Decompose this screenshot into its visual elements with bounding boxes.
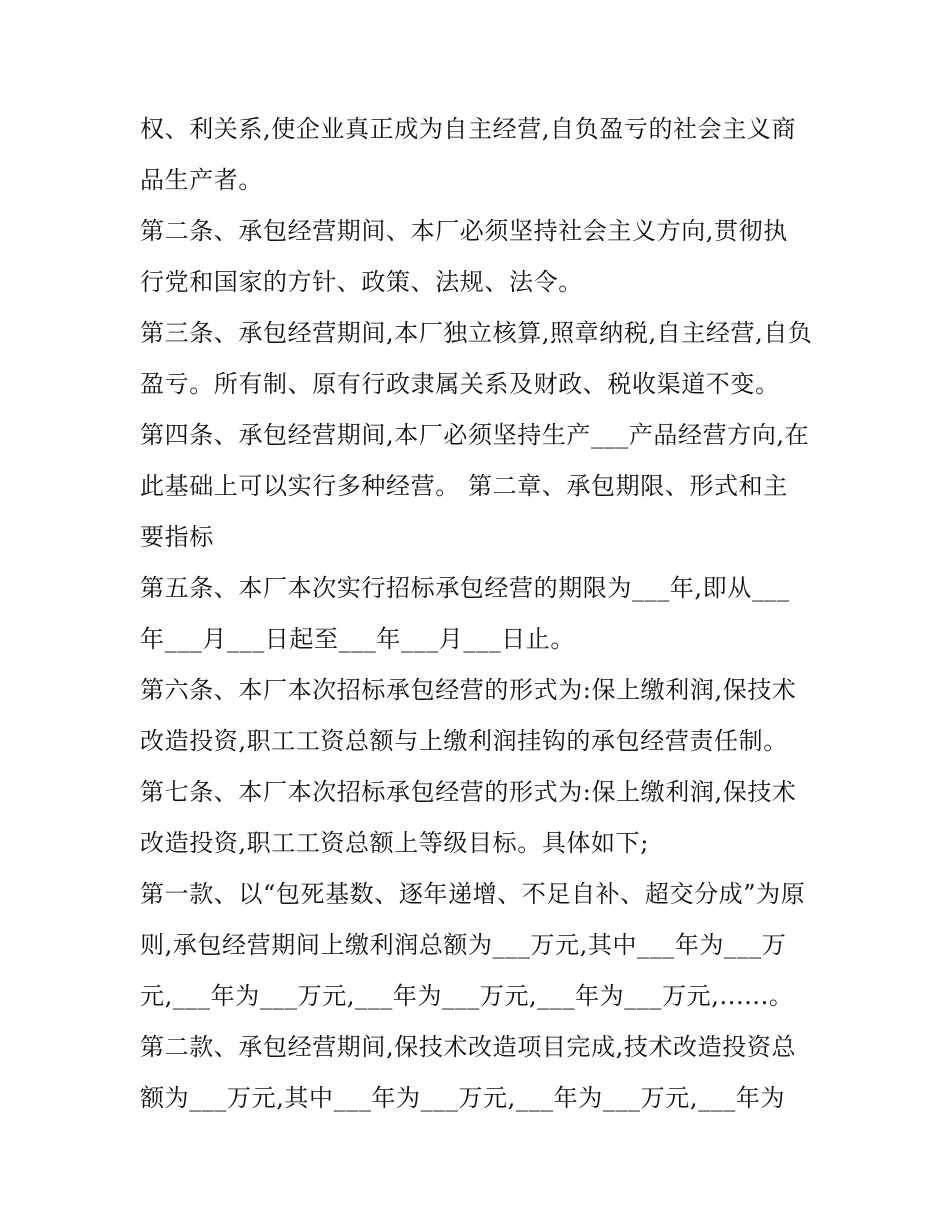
- text-line: 权、利关系,使企业真正成为自主经营,自负盈亏的社会主义商: [140, 115, 797, 143]
- text-line: 此基础上可以实行多种经营。 第二章、承包期限、形式和主: [140, 472, 788, 500]
- text-line: 要指标: [140, 523, 214, 551]
- text-line: 第四条、承包经营期间,本厂必须坚持生产___产品经营方向,在: [140, 421, 810, 449]
- text-line: 第七条、本厂本次招标承包经营的形式为:保上缴利润,保技术: [140, 778, 797, 806]
- text-line: 品生产者。: [140, 166, 263, 194]
- text-line: 年___月___日起至___年___月___日止。: [140, 625, 575, 653]
- text-line: 第六条、本厂本次招标承包经营的形式为:保上缴利润,保技术: [140, 676, 797, 704]
- text-line: 则,承包经营期间上缴利润总额为___万元,其中___年为___万: [140, 931, 787, 959]
- text-line: 第二款、承包经营期间,保技术改造项目完成,技术改造投资总: [140, 1033, 797, 1061]
- text-line: 元,___年为___万元,___年为___万元,___年为___万元,......。: [140, 982, 794, 1010]
- text-line: 第五条、本厂本次实行招标承包经营的期限为___年,即从___: [140, 574, 790, 602]
- text-line: 第一款、以“包死基数、逐年递增、不足自补、超交分成”为原: [140, 880, 806, 908]
- text-line: 盈亏。所有制、原有行政隶属关系及财政、税收渠道不变。: [140, 370, 780, 398]
- text-line: 改造投资,职工工资总额与上缴利润挂钩的承包经营责任制。: [140, 727, 788, 755]
- text-line: 第二条、承包经营期间、本厂必须坚持社会主义方向,贯彻执: [140, 217, 788, 245]
- text-line: 改造投资,职工工资总额上等级目标。具体如下;: [140, 829, 649, 857]
- document-body: [140, 104, 830, 1124]
- text-line: 额为___万元,其中___年为___万元,___年为___万元,___年为: [140, 1084, 786, 1112]
- text-line: 第三条、承包经营期间,本厂独立核算,照章纳税,自主经营,自负: [140, 319, 813, 347]
- text-line: 行党和国家的方针、政策、法规、法令。: [140, 268, 583, 296]
